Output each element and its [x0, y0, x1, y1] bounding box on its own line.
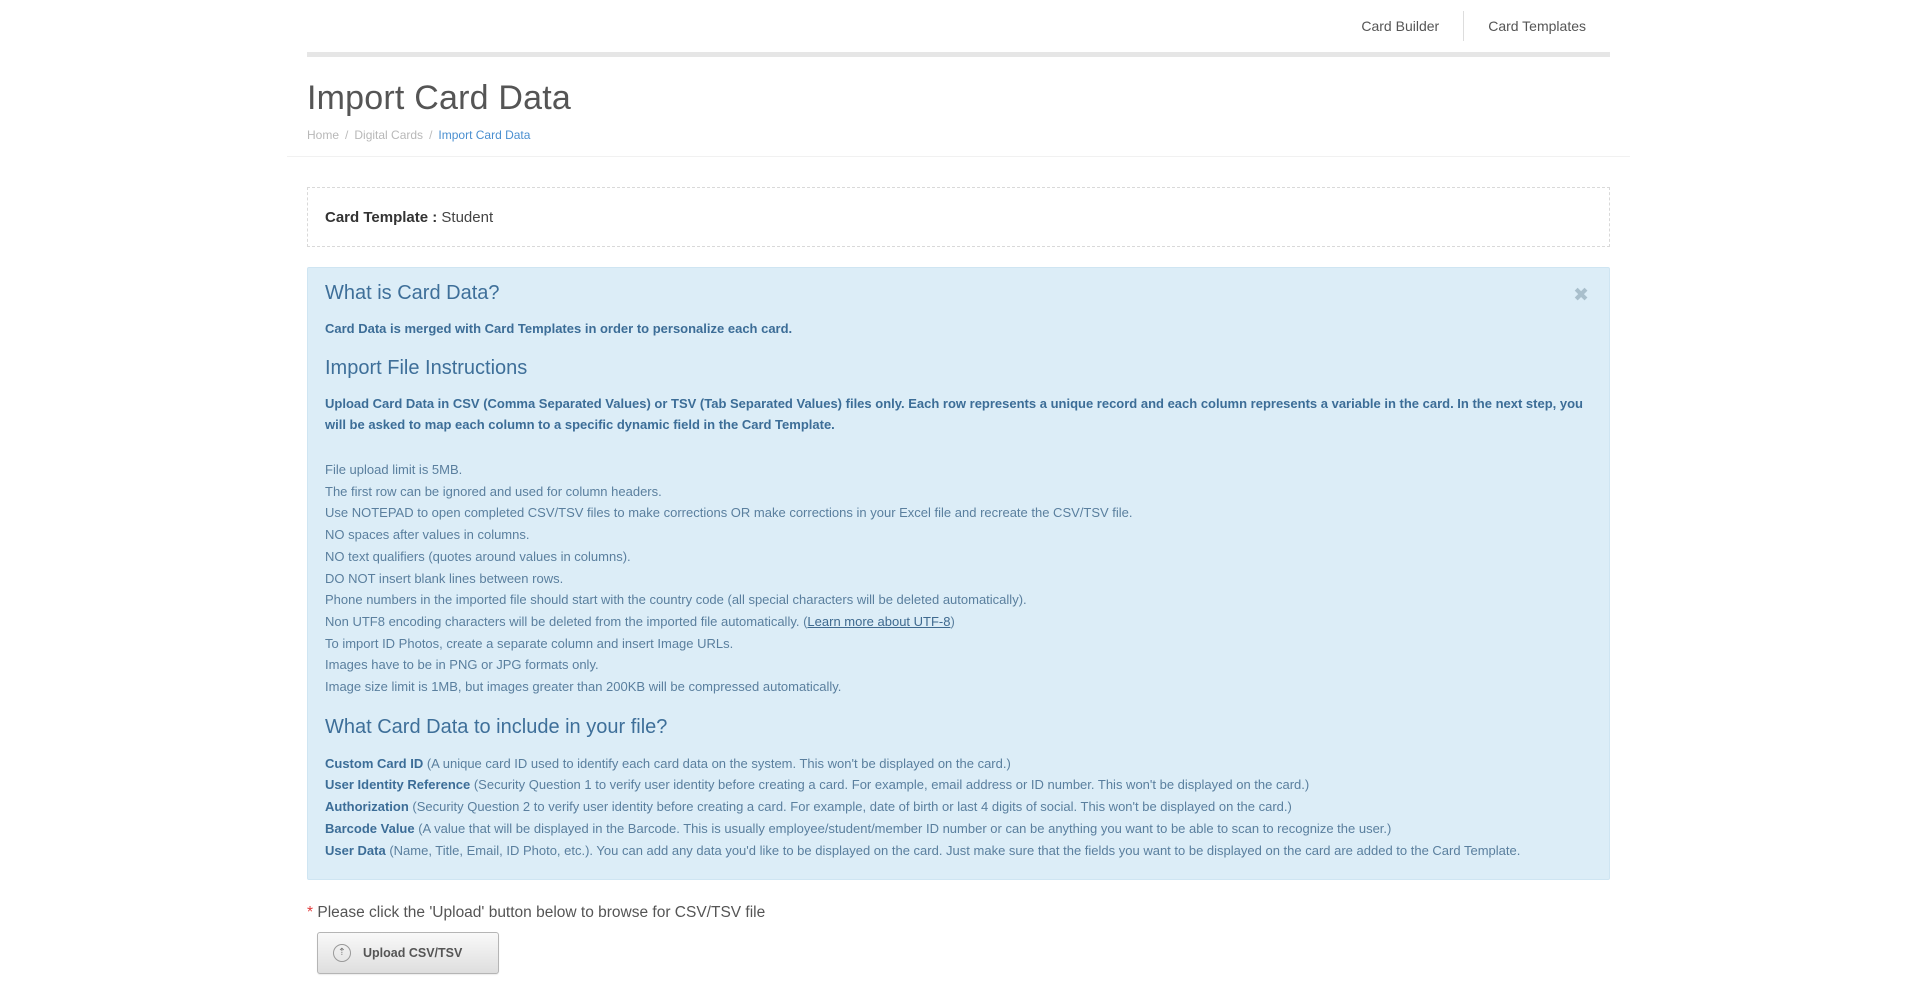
- nav-card-builder[interactable]: Card Builder: [1361, 18, 1440, 34]
- field-custom-card-id: Custom Card ID (A unique card ID used to identify each card data on the system. This won't be displayed on the card.): [325, 755, 1011, 771]
- field-definitions: [325, 753, 1592, 862]
- required-mark: *: [307, 904, 314, 922]
- header-divider: [287, 156, 1630, 157]
- rule-item: Phone numbers in the imported file should start with the country code (all special characters will be deleted automatically).: [325, 592, 1027, 608]
- card-template-label: Card Template :: [325, 208, 438, 226]
- card-template-value: Student: [441, 208, 494, 226]
- include-data-heading: What Card Data to include in your file?: [325, 715, 668, 738]
- breadcrumb-current: Import Card Data: [438, 128, 531, 142]
- breadcrumb-digital-cards[interactable]: Digital Cards: [354, 128, 424, 142]
- rule-item: Images have to be in PNG or JPG formats only.: [325, 657, 599, 673]
- field-barcode-value: Barcode Value (A value that will be displayed in the Barcode. This is usually employee/student/member ID number or can be anything you want to be able to scan to recognize the user.): [325, 820, 1392, 836]
- upload-icon: ⇡: [333, 944, 351, 962]
- top-nav: [307, 0, 1610, 57]
- rule-item: NO spaces after values in columns.: [325, 527, 530, 543]
- import-instructions-text: Upload Card Data in CSV (Comma Separated Values) or TSV (Tab Separated Values) files only. Each row represents a unique record and each column represents a variable in the card. In the next step, you will be asked to map each column to a specific dynamic field in the Card Template.: [325, 396, 1583, 432]
- card-template-info: [307, 187, 1610, 247]
- close-icon[interactable]: ✖: [1573, 285, 1589, 306]
- rule-item: The first row can be ignored and used for column headers.: [325, 483, 662, 499]
- field-user-data: User Data (Name, Title, Email, ID Photo, etc.). You can add any data you'd like to be displayed on the card. Just make sure that the fields you want to be displayed on the card are added to the Card Template.: [325, 842, 1521, 858]
- upload-button-label: Upload CSV/TSV: [363, 946, 463, 961]
- breadcrumb: Home / Digital Cards / Import Card Data: [307, 128, 531, 142]
- import-instructions-heading: Import File Instructions: [325, 357, 528, 379]
- rule-item: DO NOT insert blank lines between rows.: [325, 570, 564, 586]
- field-user-identity-reference: User Identity Reference (Security Question 1 to verify user identity before creating a card. For example, email address or ID number. This won't be displayed on the card.): [325, 777, 1310, 793]
- rule-item: File upload limit is 5MB.: [325, 462, 463, 477]
- page-container: [307, 0, 1610, 974]
- page-title: Import Card Data: [307, 79, 571, 117]
- import-rules-list: [325, 459, 1592, 698]
- breadcrumb-home[interactable]: Home: [307, 128, 340, 142]
- field-authorization: Authorization (Security Question 2 to verify user identity before creating a card. For example, date of birth or last 4 digits of social. This won't be displayed on the card.): [325, 799, 1292, 815]
- what-is-card-data-text: Card Data is merged with Card Templates in order to personalize each card.: [325, 321, 793, 336]
- nav-card-templates[interactable]: Card Templates: [1488, 18, 1586, 34]
- upload-csv-tsv-button[interactable]: [317, 932, 499, 974]
- rule-item: Use NOTEPAD to open completed CSV/TSV files to make corrections OR make corrections in your Excel file and recreate the CSV/TSV file.: [325, 505, 1133, 521]
- what-is-card-data-heading: What is Card Data?: [325, 282, 500, 304]
- rule-item: NO text qualifiers (quotes around values in columns).: [325, 548, 631, 564]
- learn-more-utf8-link[interactable]: Learn more about UTF-8: [807, 613, 951, 629]
- rule-item: To import ID Photos, create a separate column and insert Image URLs.: [325, 635, 734, 651]
- upload-instruction: * Please click the 'Upload' button below to browse for CSV/TSV file: [307, 904, 766, 922]
- rule-item: Image size limit is 1MB, but images greater than 200KB will be compressed automatically.: [325, 679, 842, 695]
- card-data-info-panel: [307, 267, 1610, 880]
- rule-item-utf8: Non UTF8 encoding characters will be deleted from the imported file automatically. (Learn more about UTF-8): [325, 613, 955, 629]
